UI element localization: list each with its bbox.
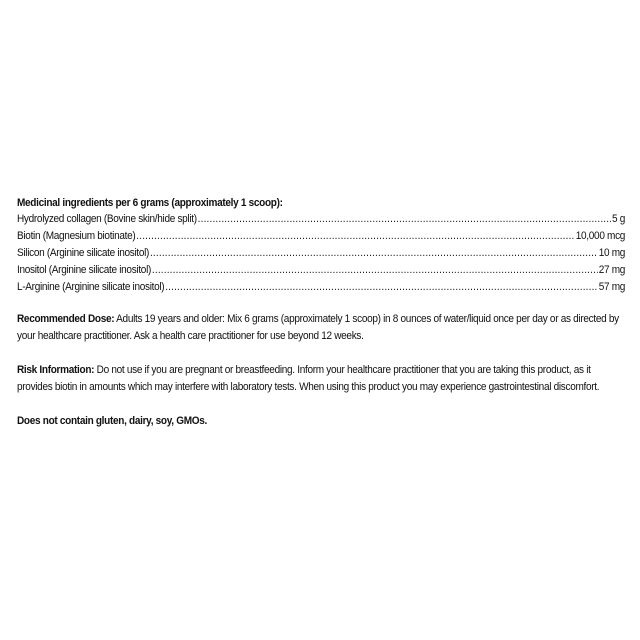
dot-leader <box>152 262 598 279</box>
ingredient-name: Hydrolyzed collagen (Bovine skin/hide split) <box>17 213 197 225</box>
allergen-statement: Does not contain gluten, dairy, soy, GMOs. <box>17 415 207 427</box>
ingredient-row <box>17 262 625 279</box>
risk-information-label: Risk Information: <box>17 364 95 376</box>
dot-leader <box>198 211 612 228</box>
ingredient-amount: 57 mg <box>598 281 626 293</box>
ingredient-name: Biotin (Magnesium biotinate) <box>17 230 136 242</box>
risk-information-paragraph <box>17 362 625 396</box>
section-spacer <box>17 396 625 413</box>
ingredient-row <box>17 228 625 245</box>
ingredients-heading: Medicinal ingredients per 6 grams (approximately 1 scoop): <box>17 197 283 209</box>
dot-leader <box>136 228 575 245</box>
section-spacer <box>17 345 625 362</box>
ingredient-name: Silicon (Arginine silicate inositol) <box>17 247 150 259</box>
ingredient-row <box>17 211 625 228</box>
dot-leader <box>150 245 598 262</box>
ingredient-name: Inositol (Arginine silicate inositol) <box>17 264 152 276</box>
dot-leader <box>165 279 598 296</box>
ingredient-row <box>17 279 625 296</box>
ingredient-row <box>17 245 625 262</box>
ingredient-amount: 27 mg <box>598 264 626 276</box>
recommended-dose-label: Recommended Dose: <box>17 313 115 325</box>
recommended-dose-text: Adults 19 years and older: Mix 6 grams (approximately 1 scoop) in 8 ounces of water/liquid once per day or as directed by your healthcare practitioner. Ask a health care practitioner for use beyond 12 weeks. <box>17 313 619 342</box>
ingredient-amount: 10 mg <box>598 247 626 259</box>
ingredient-amount: 5 g <box>612 213 626 225</box>
product-label-content <box>17 195 625 430</box>
ingredients-list <box>17 211 625 296</box>
product-label <box>17 195 626 430</box>
section-spacer <box>17 296 625 311</box>
risk-information-text: Do not use if you are pregnant or breastfeeding. Inform your healthcare practitioner that you are taking this product, as it provides biotin in amounts which may interfere with laboratory tests. When using this product you may experience gastrointestinal discomfort. <box>17 364 600 393</box>
ingredient-amount: 10,000 mcg <box>575 230 626 242</box>
recommended-dose-paragraph <box>17 311 625 345</box>
ingredient-name: L-Arginine (Arginine silicate inositol) <box>17 281 165 293</box>
